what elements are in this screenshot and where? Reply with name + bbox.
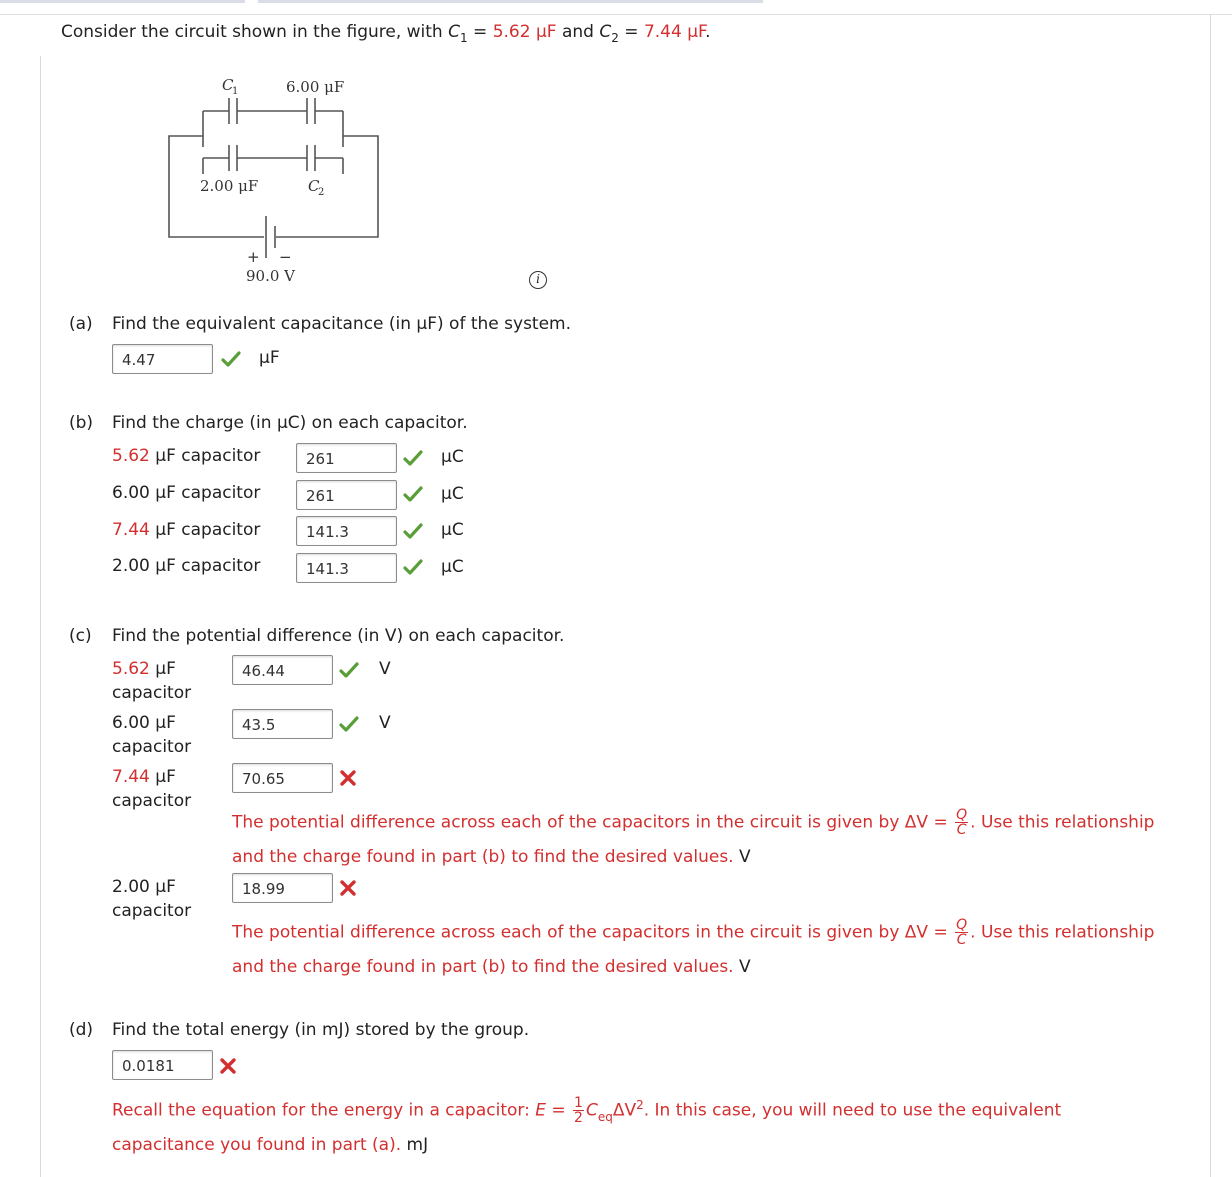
part-a-answer-input[interactable]: 4.47	[112, 344, 213, 374]
svg-text:2: 2	[318, 187, 325, 198]
part-b-row-label: 6.00 μF capacitor	[112, 483, 261, 503]
label-2uf: 2.00 μF	[200, 177, 259, 195]
top-tab-bar	[0, 0, 1232, 15]
part-b-answer-input[interactable]: 141.3	[296, 516, 397, 546]
check-icon	[403, 522, 423, 540]
part-b-unit: μC	[441, 447, 464, 467]
left-divider	[40, 56, 41, 1177]
part-c-row-word: capacitor	[112, 683, 192, 703]
x-mark-icon	[339, 879, 357, 897]
part-b-unit: μC	[441, 520, 464, 540]
part-a-label: (a)	[69, 314, 93, 334]
part-b-unit: μC	[441, 484, 464, 504]
label-c1: C	[222, 76, 234, 94]
part-d-feedback: Recall the equation for the energy in a capacitor: E = $\frac{1}{2}$ $C_{eq}\Delta V^2$. In this case, you will need to use the equivalent	[112, 1095, 1062, 1126]
part-c-label: (c)	[69, 626, 92, 646]
part-c-answer-input[interactable]: 46.44	[232, 655, 333, 685]
part-c-unit: V	[379, 713, 391, 733]
battery-minus: −	[279, 248, 292, 266]
part-d-answer-input[interactable]: 0.0181	[112, 1050, 213, 1080]
part-d-feedback-cont: capacitance you found in part (a). mJ	[112, 1135, 429, 1155]
part-c-row-label: 5.62 μF	[112, 659, 176, 679]
part-b-answer-input[interactable]: 261	[296, 443, 397, 473]
check-icon	[403, 449, 423, 467]
label-c2: C	[308, 177, 320, 195]
part-c-row-word: capacitor	[112, 737, 192, 757]
part-b-prompt: Find the charge (in μC) on each capacitor.	[112, 413, 468, 433]
part-c-row-label: 6.00 μF	[112, 713, 176, 733]
svg-text:1: 1	[232, 86, 239, 97]
check-icon	[403, 558, 423, 576]
part-c-answer-input[interactable]: 70.65	[232, 763, 333, 793]
part-b-answer-input[interactable]: 261	[296, 480, 397, 510]
check-icon	[403, 485, 423, 503]
part-c-feedback-cont: and the charge found in part (b) to find the desired values. V	[232, 847, 751, 867]
x-mark-icon	[339, 769, 357, 787]
part-c-prompt: Find the potential difference (in V) on each capacitor.	[112, 626, 565, 646]
part-c-feedback: The potential difference across each of the capacitors in the circuit is given by ΔV = $\frac{Q}{C}$ . Use this relationship	[232, 917, 1155, 948]
part-b-answer-input[interactable]: 141.3	[296, 553, 397, 583]
part-a-unit: μF	[259, 348, 280, 368]
part-b-label: (b)	[69, 413, 94, 433]
part-d-label: (d)	[69, 1020, 94, 1040]
part-c-row-label: 7.44 μF	[112, 767, 176, 787]
label-6uf: 6.00 μF	[286, 78, 345, 96]
part-c-answer-input[interactable]: 43.5	[232, 709, 333, 739]
part-b-row-label: 5.62 μF capacitor	[112, 446, 261, 466]
part-c-answer-input[interactable]: 18.99	[232, 873, 333, 903]
part-c-row-label: 2.00 μF	[112, 877, 176, 897]
check-icon	[339, 715, 359, 733]
part-c-feedback-cont: and the charge found in part (b) to find the desired values. V	[232, 957, 751, 977]
battery-label: 90.0 V	[246, 267, 295, 285]
part-c-unit: V	[379, 659, 391, 679]
part-c-row-word: capacitor	[112, 901, 192, 921]
part-c-row-word: capacitor	[112, 791, 192, 811]
check-icon	[221, 350, 241, 368]
part-c-feedback: The potential difference across each of the capacitors in the circuit is given by ΔV = $\frac{Q}{C}$ . Use this relationship	[232, 807, 1155, 838]
info-icon[interactable]: i	[529, 271, 547, 289]
right-divider	[1210, 14, 1211, 1177]
part-a-prompt: Find the equivalent capacitance (in μF) of the system.	[112, 314, 572, 334]
x-mark-icon	[219, 1057, 237, 1075]
part-b-row-label: 7.44 μF capacitor	[112, 520, 261, 540]
part-d-prompt: Find the total energy (in mJ) stored by the group.	[112, 1020, 530, 1040]
check-icon	[339, 661, 359, 679]
question-intro: Consider the circuit shown in the figure, with $C_1 = 5.62$ μF and $C_2 = 7.44$ μF.	[61, 22, 711, 45]
circuit-figure	[160, 72, 390, 287]
battery-plus: +	[247, 248, 260, 266]
part-b-unit: μC	[441, 557, 464, 577]
part-b-row-label: 2.00 μF capacitor	[112, 556, 261, 576]
c2-value: 7.44 μF	[643, 22, 706, 42]
c1-value: 5.62 μF	[492, 22, 557, 42]
